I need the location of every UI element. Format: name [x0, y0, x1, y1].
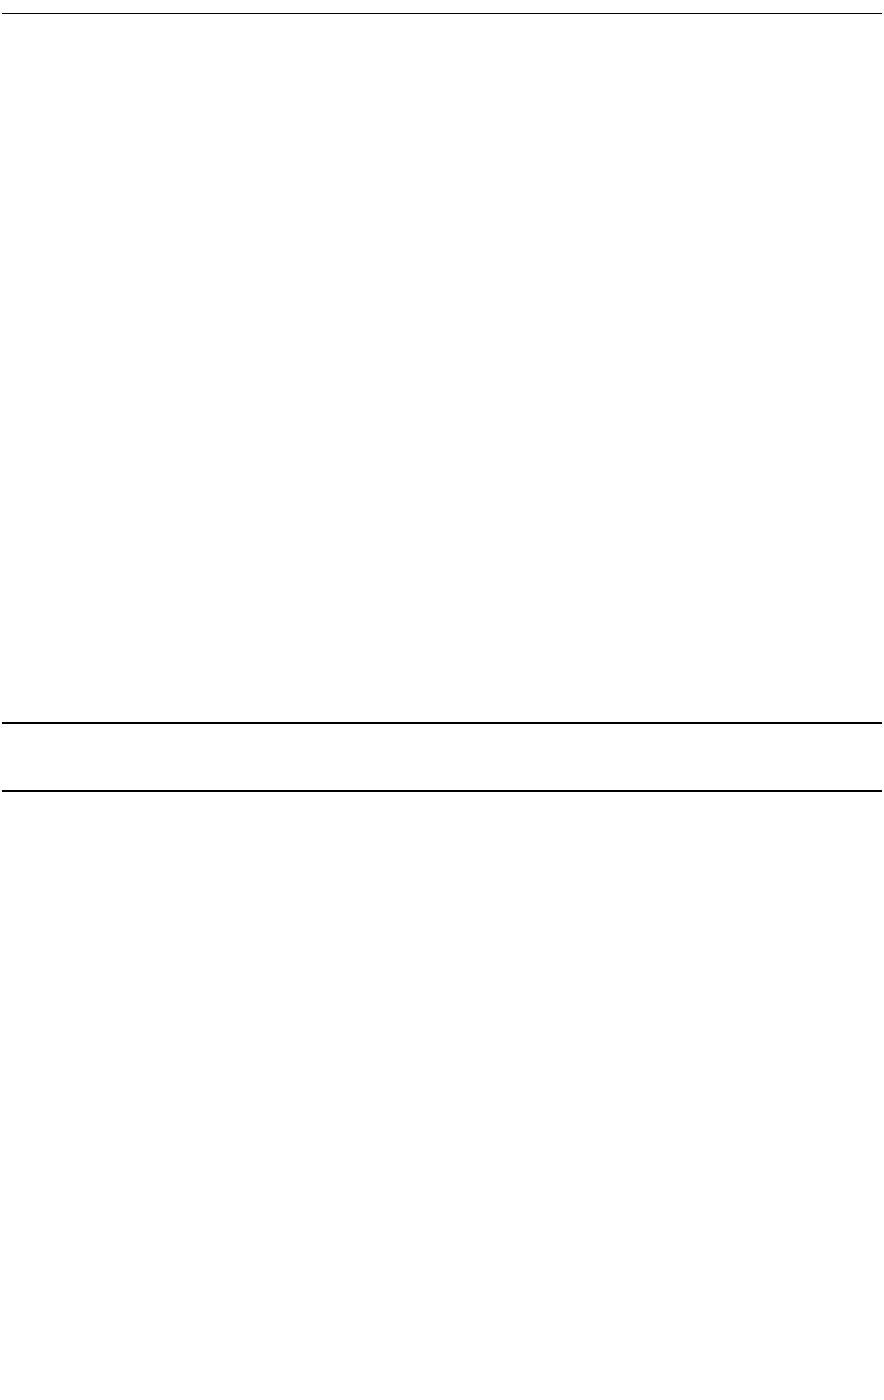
masthead [2, 0, 882, 14]
banner-deadline [2, 726, 882, 736]
home-service-guide-banner [2, 722, 882, 792]
service-guide-section [2, 790, 882, 1400]
help-wanted-section [2, 14, 882, 720]
